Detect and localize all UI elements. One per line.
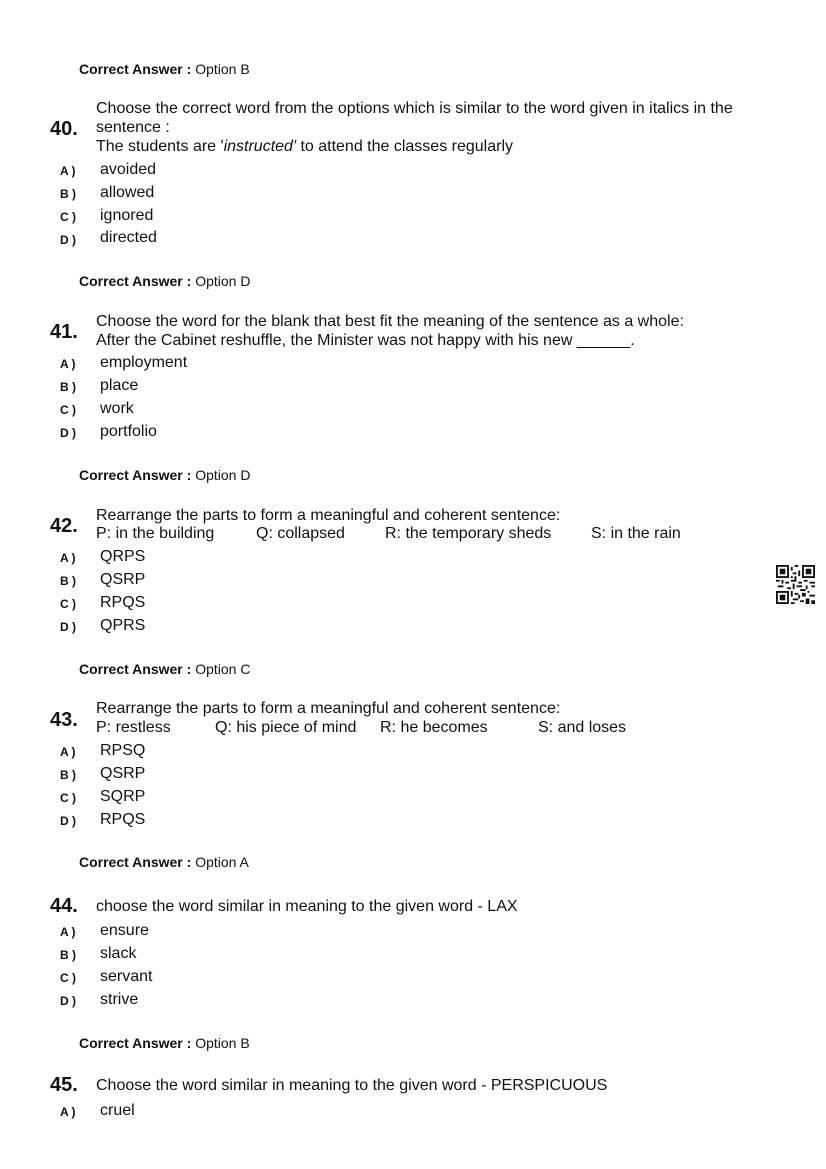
option-text: work [100,400,134,417]
option-text: strive [100,991,139,1008]
option-label: A ) [60,551,76,565]
question-number: 43. [50,709,78,731]
option-label: B ) [60,187,76,201]
qr-code-icon [776,565,815,604]
option-label: D ) [60,620,76,634]
correct-answer-label: Correct Answer : [79,1035,192,1051]
option-text: ignored [100,207,154,224]
part-p: P: restless [96,719,171,736]
option-text: QRPS [100,548,146,565]
part-q: Q: his piece of mind [215,719,357,736]
option-text: RPQS [100,811,146,828]
option-label: B ) [60,574,76,588]
question-number: 41. [50,321,78,343]
part-r: R: the temporary sheds [385,525,552,542]
correct-answer-42 [79,661,250,677]
question-text: choose the word similar in meaning to the given word - LAX [96,898,518,915]
option-text: allowed [100,184,155,201]
option-text: portfolio [100,423,157,440]
correct-answer-40 [79,273,250,289]
option-text: directed [100,229,157,246]
option-text: place [100,377,139,394]
correct-answer-label: Correct Answer : [79,854,192,870]
option-label: A ) [60,357,76,371]
option-label: B ) [60,768,76,782]
question-text: Rearrange the parts to form a meaningful and coherent sentence: [96,700,561,717]
option-text: QPRS [100,617,146,634]
option-text: RPQS [100,594,146,611]
option-label: D ) [60,426,76,440]
sentence-italic-word: instructed' [223,138,296,155]
option-text: QSRP [100,765,146,782]
option-text: RPSQ [100,742,146,759]
question-number: 45. [50,1074,78,1096]
part-r: R: he becomes [380,719,488,736]
correct-answer-41 [79,467,250,483]
correct-answer-value: Option C [195,661,251,677]
option-label: C ) [60,597,76,611]
correct-answer-value: Option B [195,1035,250,1051]
part-p: P: in the building [96,525,215,542]
part-q: Q: collapsed [256,525,345,542]
option-label: D ) [60,814,76,828]
option-label: D ) [60,233,76,247]
question-text: Choose the correct word from the options which is similar to the word given in italics in the [96,100,733,117]
option-text: servant [100,968,153,985]
sentence-suffix: to attend the classes regularly [296,138,514,155]
option-label: D ) [60,994,76,1008]
sentence-prefix: The students are ' [96,138,224,155]
option-label: C ) [60,210,76,224]
correct-answer-43 [79,854,249,870]
correct-answer-label: Correct Answer : [79,61,192,77]
option-text: slack [100,945,137,962]
option-label: C ) [60,403,76,417]
correct-answer-39 [79,61,250,77]
option-text: SQRP [100,788,146,805]
option-label: A ) [60,1105,76,1119]
question-text: After the Cabinet reshuffle, the Minister was not happy with his new ______. [96,332,635,349]
question-text: Choose the word similar in meaning to the given word - PERSPICUOUS [96,1077,608,1094]
question-number: 42. [50,515,78,537]
option-text: avoided [100,161,157,178]
correct-answer-44 [79,1035,250,1051]
correct-answer-value: Option B [195,61,250,77]
option-label: B ) [60,948,76,962]
option-text: ensure [100,922,149,939]
option-label: C ) [60,791,76,805]
correct-answer-label: Correct Answer : [79,467,192,483]
option-label: B ) [60,380,76,394]
question-text: sentence : [96,119,170,136]
option-label: A ) [60,164,76,178]
question-text: Choose the word for the blank that best fit the meaning of the sentence as a whole: [96,313,684,330]
correct-answer-label: Correct Answer : [79,661,192,677]
option-text: cruel [100,1102,135,1119]
option-label: A ) [60,745,76,759]
correct-answer-label: Correct Answer : [79,273,192,289]
part-s: S: and loses [538,719,627,736]
part-s: S: in the rain [591,525,681,542]
question-text: Rearrange the parts to form a meaningful and coherent sentence: [96,507,561,524]
correct-answer-value: Option D [195,273,251,289]
option-label: A ) [60,925,76,939]
question-number: 40. [50,118,78,140]
correct-answer-value: Option A [195,854,249,870]
correct-answer-value: Option D [195,467,251,483]
option-label: C ) [60,971,76,985]
question-number: 44. [50,895,78,917]
question-sentence [96,138,513,156]
option-text: employment [100,354,188,371]
option-text: QSRP [100,571,146,588]
